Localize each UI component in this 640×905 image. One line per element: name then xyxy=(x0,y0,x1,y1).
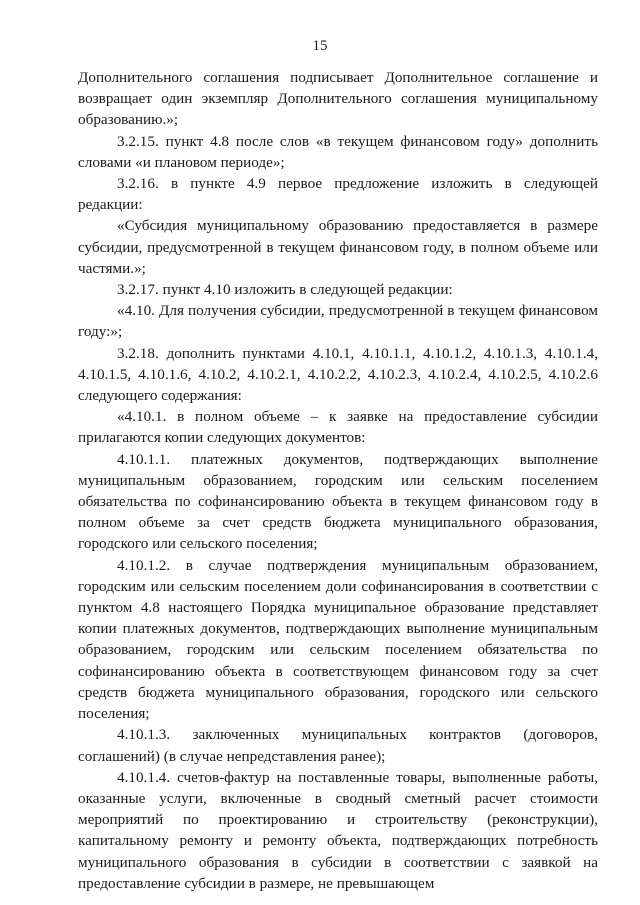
page-number: 15 xyxy=(312,38,328,54)
paragraph-quote-4-10: «4.10. Для получения субсидии, предусмотренной в текущем финансовом году:»; xyxy=(78,302,598,341)
paragraph-3-2-17: 3.2.17. пункт 4.10 изложить в следующей редакции: xyxy=(117,281,453,299)
paragraph-4-10-1-4: 4.10.1.4. счетов-фактур на поставленные товары, выполненные работы, оказанные услуги, включенные в сводный сметный расчет стоимости мероприятий по проектированию и строительству (реконструкции), капитальному ремонту и ремонту объекта, подтверждающих потребность муниципального образования в субсидии в соответствии с заявкой на предоставление субсидии в размере, не превышающем xyxy=(78,768,598,892)
document-body xyxy=(78,67,598,894)
paragraph-4-10-1-2: 4.10.1.2. в случае подтверждения муниципальным образованием, городским или сельским поселением доли софинансирования в соответствии с пунктом 4.8 настоящего Порядка муниципальное образование представляет копии платежных документов, подтверждающих выполнение муниципальным образованием, городским или сельским поселением обязательства по софинансированию объекта в соответствующем финансовом году за счет средств бюджета муниципального образования, городского или сельского поселения; xyxy=(78,556,598,723)
paragraph-quote-subsidy: «Субсидия муниципальному образованию предоставляется в размере субсидии, предусмотренной в текущем финансовом году, в полном объеме или частями.»; xyxy=(78,217,598,277)
paragraph-3-2-18: 3.2.18. дополнить пунктами 4.10.1, 4.10.1.1, 4.10.1.2, 4.10.1.3, 4.10.1.4, 4.10.1.5, 4.10.1.6, 4.10.2, 4.10.2.1, 4.10.2.2, 4.10.2.3, 4.10.2.4, 4.10.2.5, 4.10.2.6 следующего содержания: xyxy=(78,344,598,405)
paragraph-3-2-16: 3.2.16. в пункте 4.9 первое предложение изложить в следующей редакции: xyxy=(78,175,598,214)
paragraph-4-10-1-1: 4.10.1.1. платежных документов, подтверждающих выполнение муниципальным образованием, городским или сельским поселением обязательства по софинансированию объекта в текущем финансовом году в полном объеме за счет средств бюджета муниципального образования, городского или сельского поселения; xyxy=(78,450,598,553)
paragraph-3-2-15: 3.2.15. пункт 4.8 после слов «в текущем финансовом году» дополнить словами «и плановом периоде»; xyxy=(78,132,598,171)
paragraph-4-10-1-3: 4.10.1.3. заключенных муниципальных контрактов (договоров, соглашений) (в случае непредставления ранее); xyxy=(78,726,598,765)
paragraph-4-10-1: «4.10.1. в полном объеме – к заявке на предоставление субсидии прилагаются копии следующих документов: xyxy=(78,408,598,447)
paragraph-continuation: Дополнительного соглашения подписывает Дополнительное соглашение и возвращает один экземпляр Дополнительного соглашения муниципальному образованию.»; xyxy=(78,69,598,129)
